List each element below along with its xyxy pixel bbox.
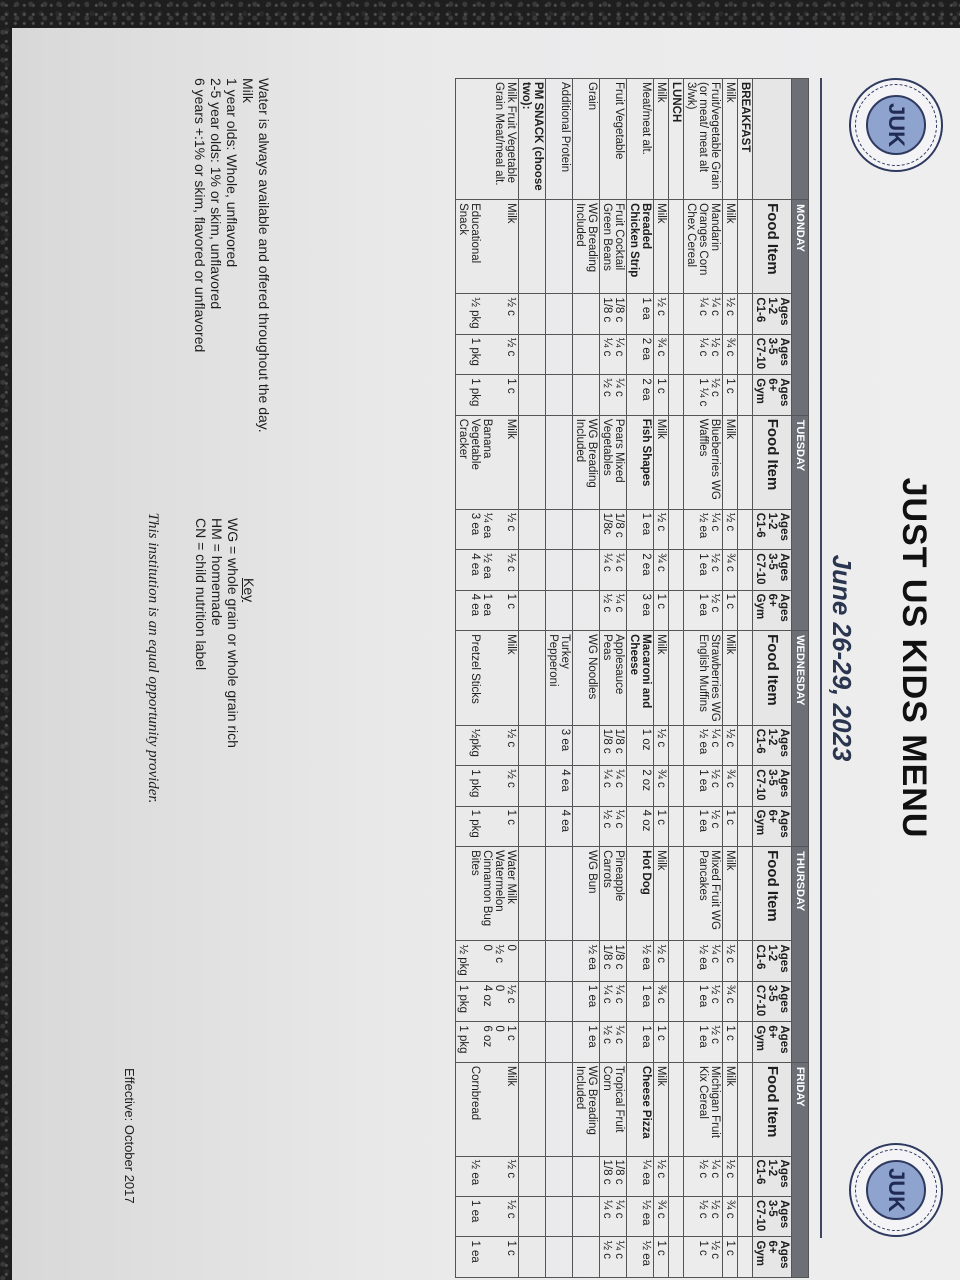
row-label: Additional Protein	[546, 79, 573, 200]
portion-cell: ¾ c	[723, 1196, 738, 1236]
menu-sheet	[17, 38, 947, 1278]
age-header: Ages 6+ Gym	[753, 375, 792, 415]
portion-cell: 1 c	[723, 590, 738, 630]
row-label: BREAKFAST	[738, 79, 753, 200]
portion-cell	[519, 550, 546, 590]
row-label: LUNCH	[669, 79, 684, 200]
juk-logo-text: JUK	[866, 95, 926, 155]
food-item-cell: Fish Shapes	[627, 415, 654, 509]
age-header: Ages 3-5 C7-10	[753, 334, 792, 374]
juk-logo-text: JUK	[866, 1160, 926, 1220]
portion-cell	[669, 766, 684, 806]
portion-cell	[669, 590, 684, 630]
portion-cell	[738, 1196, 753, 1236]
food-item-cell	[519, 847, 546, 941]
note-line: Milk	[240, 78, 256, 103]
food-item-header: Food Item	[753, 847, 792, 941]
food-item-cell: WG Noodles	[573, 631, 600, 726]
food-item-cell	[738, 1062, 753, 1156]
portion-cell: 1/8 c 1/8 c	[600, 1156, 627, 1196]
portion-cell: 2 ea	[627, 550, 654, 590]
category-header	[753, 79, 792, 200]
portion-cell: ½ c	[654, 1156, 669, 1196]
food-item-cell: Milk	[654, 847, 669, 941]
portion-cell: ½ c	[723, 725, 738, 765]
portion-cell	[669, 981, 684, 1021]
portion-cell	[573, 1156, 600, 1196]
food-item-cell: Mixed Fruit WG Pancakes	[684, 847, 723, 941]
food-item-header: Food Item	[753, 415, 792, 509]
portion-cell	[519, 334, 546, 374]
age-header: Ages 6+ Gym	[753, 1022, 792, 1062]
food-item-cell	[669, 631, 684, 726]
portion-cell: ½ c	[723, 941, 738, 981]
portion-cell: 1 ea	[573, 981, 600, 1021]
equal-opportunity-statement: This institution is an equal opportunity provider.	[145, 512, 161, 804]
food-item-cell	[519, 1062, 546, 1156]
portion-cell	[519, 1156, 546, 1196]
portion-cell: ½ c 1 c	[684, 1237, 723, 1278]
portion-cell: ¼ c ½ c	[600, 806, 627, 846]
portion-cell: ¼ c ¼ c	[600, 1196, 627, 1236]
portion-cell: 1 c	[723, 1022, 738, 1062]
food-item-cell: Strawberries WG English Muffins	[684, 631, 723, 726]
age-header: Ages 1-2 C1-6	[753, 509, 792, 549]
portion-cell	[573, 590, 600, 630]
menu-row	[654, 79, 669, 1278]
milk-notes	[192, 78, 272, 433]
portion-cell: ½ c 1 ea	[684, 590, 723, 630]
portion-cell	[519, 1196, 546, 1236]
food-item-cell	[546, 1062, 573, 1156]
food-item-cell	[669, 415, 684, 509]
portion-cell: ¼ c ¼ c	[600, 981, 627, 1021]
portion-cell	[738, 806, 753, 846]
portion-cell	[573, 1237, 600, 1278]
portion-cell: ¾ c	[654, 981, 669, 1021]
portion-cell: 1 c	[723, 375, 738, 415]
key-item: WG = whole grain or whole grain rich	[225, 518, 241, 748]
portion-cell	[546, 1022, 573, 1062]
food-item-cell: Milk	[654, 200, 669, 294]
portion-cell: 0 ½ c 0 ½ pkg	[456, 941, 519, 981]
portion-cell: ¾ c	[654, 766, 669, 806]
portion-cell	[519, 1022, 546, 1062]
food-item-cell: Milk	[654, 631, 669, 726]
food-item-cell	[669, 847, 684, 941]
menu-table	[455, 78, 809, 1278]
portion-cell	[669, 1022, 684, 1062]
portion-cell	[669, 1237, 684, 1278]
age-header: Ages 1-2 C1-6	[753, 941, 792, 981]
food-item-cell	[738, 847, 753, 941]
key-item: HM = homemade	[209, 518, 225, 626]
portion-cell: ¼ c ½ c	[600, 590, 627, 630]
portion-cell: ¾ c	[654, 334, 669, 374]
portion-cell	[519, 981, 546, 1021]
portion-cell: ½ c	[723, 509, 738, 549]
key-item: CN = child nutrition label	[193, 518, 209, 671]
portion-cell: 3 ea	[627, 590, 654, 630]
menu-row	[600, 79, 627, 1278]
portion-cell: ½ ea	[573, 941, 600, 981]
food-item-cell: Fruit Cocktail Green Beans	[600, 200, 627, 294]
portion-cell: ¼ c ¼ c	[600, 334, 627, 374]
portion-cell: ¼ c ½ ea	[684, 941, 723, 981]
portion-cell: ½ c	[654, 509, 669, 549]
portion-cell	[546, 1237, 573, 1278]
food-item-cell: WG Breading Included	[573, 1062, 600, 1156]
portion-cell	[546, 1156, 573, 1196]
portion-cell	[573, 375, 600, 415]
food-item-cell: Breaded Chicken Strip	[627, 200, 654, 294]
divider	[820, 78, 822, 1238]
portion-cell: 4 oz	[627, 806, 654, 846]
portion-cell	[546, 981, 573, 1021]
row-label: Milk	[654, 79, 669, 200]
portion-cell: ½ c ½ pkg	[456, 294, 519, 334]
portion-cell: ½ c 1 pkg	[456, 766, 519, 806]
portion-cell	[573, 334, 600, 374]
portion-cell: ½ c	[654, 294, 669, 334]
portion-cell	[519, 725, 546, 765]
portion-cell: ¾ c	[723, 334, 738, 374]
age-header: Ages 1-2 C1-6	[753, 1156, 792, 1196]
menu-row	[738, 79, 753, 1278]
column-header-row	[753, 79, 792, 1278]
portion-cell	[669, 1196, 684, 1236]
food-item-cell: Milk	[723, 847, 738, 941]
portion-cell: 4 ea	[546, 806, 573, 846]
portion-cell	[546, 375, 573, 415]
portion-cell	[738, 375, 753, 415]
portion-cell	[738, 550, 753, 590]
row-label: Grain	[573, 79, 600, 200]
portion-cell	[573, 725, 600, 765]
portion-cell	[546, 509, 573, 549]
age-header: Ages 1-2 C1-6	[753, 725, 792, 765]
portion-cell	[738, 590, 753, 630]
portion-cell: ½ c 1 ¼ c	[684, 375, 723, 415]
portion-cell: ½ ea	[627, 1237, 654, 1278]
portion-cell: 1 ea	[627, 981, 654, 1021]
portion-cell	[738, 334, 753, 374]
portion-cell: ½ c	[723, 294, 738, 334]
day-header-thursday: THURSDAY	[792, 847, 809, 1063]
day-header-tuesday: TUESDAY	[792, 415, 809, 630]
portion-cell: 1 c 1 pkg	[456, 375, 519, 415]
day-header-monday: MONDAY	[792, 200, 809, 416]
age-header: Ages 3-5 C7-10	[753, 550, 792, 590]
portion-cell	[669, 509, 684, 549]
portion-cell: ½ c ½pkg	[456, 725, 519, 765]
portion-cell	[669, 294, 684, 334]
portion-cell: 1/8 c 1/8 c	[600, 941, 627, 981]
row-label: Fruit/vegetable Grain (or meat/ meat alt 3/wk)	[684, 79, 723, 200]
food-item-cell: Milk	[723, 200, 738, 294]
food-item-cell: Tropical Fruit Corn	[600, 1062, 627, 1156]
portion-cell	[738, 294, 753, 334]
food-item-cell: Pears Mixed Vegetables	[600, 415, 627, 509]
age-header: Ages 6+ Gym	[753, 806, 792, 846]
portion-cell	[669, 334, 684, 374]
portion-cell: 1 c	[654, 1237, 669, 1278]
portion-cell: 1 ea	[573, 1022, 600, 1062]
food-item-cell: Milk Banana Vegetable Cracker	[456, 415, 519, 509]
portion-cell: ¾ c	[654, 550, 669, 590]
portion-cell	[546, 590, 573, 630]
portion-cell: ¼ c ½ ea	[684, 725, 723, 765]
portion-cell	[519, 509, 546, 549]
menu-row	[627, 79, 654, 1278]
day-header-row	[792, 79, 809, 1278]
portion-cell: 1 c 0 6 oz 1 pkg	[456, 1022, 519, 1062]
food-item-cell	[546, 200, 573, 294]
portion-cell: 2 ea	[627, 375, 654, 415]
portion-cell	[669, 375, 684, 415]
portion-cell	[519, 806, 546, 846]
portion-cell	[573, 550, 600, 590]
portion-cell	[738, 725, 753, 765]
portion-cell: ¾ c	[723, 550, 738, 590]
portion-cell	[738, 1156, 753, 1196]
food-item-cell	[519, 200, 546, 294]
portion-cell	[546, 550, 573, 590]
day-spacer	[792, 79, 809, 200]
day-header-friday: FRIDAY	[792, 1062, 809, 1277]
menu-row	[519, 79, 546, 1278]
portion-cell	[669, 550, 684, 590]
portion-cell	[573, 294, 600, 334]
portion-cell: ½ c ¼ c	[684, 334, 723, 374]
food-item-cell: Milk	[723, 1062, 738, 1156]
food-item-cell	[738, 631, 753, 726]
row-label: Meat/meat alt.	[627, 79, 654, 200]
portion-cell: 1 c	[654, 375, 669, 415]
food-item-cell: Milk	[654, 415, 669, 509]
food-item-cell	[519, 631, 546, 726]
portion-cell: 3 ea	[546, 725, 573, 765]
portion-cell	[519, 590, 546, 630]
menu-row	[723, 79, 738, 1278]
portion-cell: ½ c 1 pkg	[456, 334, 519, 374]
portion-cell	[546, 334, 573, 374]
portion-cell: ½ c 1 ea	[684, 766, 723, 806]
food-item-cell: Milk Pretzel Sticks	[456, 631, 519, 726]
row-label: Milk Fruit Vegetable Grain Meat/meal alt.	[456, 79, 519, 200]
portion-cell: 1 c 1 pkg	[456, 806, 519, 846]
portion-cell: ½ c	[654, 941, 669, 981]
portion-cell	[519, 1237, 546, 1278]
note-line: Water is always available and offered throughout the day.	[256, 78, 272, 433]
portion-cell: 2 oz	[627, 766, 654, 806]
portion-cell	[573, 1196, 600, 1236]
portion-cell: ½ c ½ ea	[456, 1156, 519, 1196]
age-header: Ages 3-5 C7-10	[753, 1196, 792, 1236]
menu-row	[669, 79, 684, 1278]
food-item-header: Food Item	[753, 200, 792, 294]
portion-cell: ½ c ½ c	[684, 1196, 723, 1236]
portion-cell: ½ c 1 ea	[684, 1022, 723, 1062]
portion-cell: ½ c	[723, 1156, 738, 1196]
portion-cell: ½ c	[654, 725, 669, 765]
menu-title: JUST US KIDS MENU	[895, 477, 933, 839]
food-item-cell: Blueberries WG Waffles	[684, 415, 723, 509]
portion-cell: ¼ c ½ c	[600, 1237, 627, 1278]
food-item-cell: Pineapple Carrots	[600, 847, 627, 941]
portion-cell: 1 c	[654, 806, 669, 846]
food-item-cell: Milk Cornbread	[456, 1062, 519, 1156]
row-label: PM SNACK (choose two):	[519, 79, 546, 200]
portion-cell: ¾ c	[723, 981, 738, 1021]
portion-cell	[738, 766, 753, 806]
food-item-cell: Milk	[723, 631, 738, 726]
portion-cell	[669, 941, 684, 981]
portion-cell: ¼ c ½ ea	[684, 509, 723, 549]
food-item-cell	[669, 1062, 684, 1156]
food-item-cell: Applesauce Peas	[600, 631, 627, 726]
food-item-cell	[738, 200, 753, 294]
food-item-cell: Hot Dog	[627, 847, 654, 941]
food-item-cell: Michigan Fruit Kix Cereal	[684, 1062, 723, 1156]
portion-cell	[738, 981, 753, 1021]
portion-cell: 1 oz	[627, 725, 654, 765]
food-item-cell: Cheese Pizza	[627, 1062, 654, 1156]
portion-cell: ¾ c	[723, 766, 738, 806]
day-header-wednesday: WEDNESDAY	[792, 631, 809, 847]
portion-cell	[738, 1022, 753, 1062]
key-title: Key	[241, 578, 257, 603]
menu-paper	[12, 28, 960, 1280]
row-label: Fruit Vegetable	[600, 79, 627, 200]
portion-cell: 1/8 c 1/8c	[600, 509, 627, 549]
age-header: Ages 1-2 C1-6	[753, 294, 792, 334]
portion-cell	[546, 941, 573, 981]
portion-cell	[573, 766, 600, 806]
portion-cell: ¼ c ¼ c	[600, 550, 627, 590]
portion-cell: 1 c 1 ea	[456, 1237, 519, 1278]
portion-cell	[546, 1196, 573, 1236]
portion-cell: ½ c 0 4 oz 1 pkg	[456, 981, 519, 1021]
portion-cell: 1/8 c 1/8 c	[600, 294, 627, 334]
food-item-header: Food Item	[753, 1062, 792, 1156]
row-label: Milk	[723, 79, 738, 200]
food-item-cell	[546, 847, 573, 941]
portion-cell: ½ c ½ ea 4 ea	[456, 550, 519, 590]
portion-cell	[519, 941, 546, 981]
portion-cell: ½ c 1 ea	[684, 806, 723, 846]
age-header: Ages 6+ Gym	[753, 1237, 792, 1278]
portion-cell	[519, 294, 546, 334]
food-item-cell: Water Milk Watermelon Cinnamon Bug Bites	[456, 847, 519, 941]
menu-dates: June 26-29, 2023	[827, 554, 857, 762]
portion-cell: 1 ea	[627, 294, 654, 334]
portion-cell: 1 c	[654, 590, 669, 630]
menu-row	[684, 79, 723, 1278]
food-item-cell: Milk	[723, 415, 738, 509]
portion-cell: 2 ea	[627, 334, 654, 374]
portion-cell: 1 c	[723, 1237, 738, 1278]
abbreviation-key	[193, 518, 257, 748]
menu-row	[546, 79, 573, 1278]
food-item-cell	[546, 415, 573, 509]
portion-cell: 1 c	[654, 1022, 669, 1062]
portion-cell: ½ c 1 ea	[684, 550, 723, 590]
portion-cell: 1/8 c 1/8 c	[600, 725, 627, 765]
portion-cell	[519, 375, 546, 415]
effective-date: Effective: October 2017	[122, 1068, 137, 1204]
portion-cell: ½ ea	[627, 1196, 654, 1236]
portion-cell: ½ c 1 ea	[456, 1196, 519, 1236]
food-item-cell: Macaroni and Cheese	[627, 631, 654, 726]
portion-cell: ½ c 1 ea	[684, 981, 723, 1021]
menu-row	[573, 79, 600, 1278]
portion-cell: ¼ c ½ c	[684, 1156, 723, 1196]
food-item-cell	[738, 415, 753, 509]
age-header: Ages 3-5 C7-10	[753, 766, 792, 806]
portion-cell: 1 ea	[627, 509, 654, 549]
portion-cell	[738, 941, 753, 981]
portion-cell: ¼ c ½ c	[600, 375, 627, 415]
portion-cell: 1 c 1 ea 4 ea	[456, 590, 519, 630]
portion-cell: ¼ c ¼ c	[600, 766, 627, 806]
portion-cell	[738, 509, 753, 549]
portion-cell: 4 ea	[546, 766, 573, 806]
portion-cell: ¾ c	[654, 1196, 669, 1236]
portion-cell: ½ ea	[627, 941, 654, 981]
food-item-cell: Turkey Pepperoni	[546, 631, 573, 726]
portion-cell: 1 c	[723, 806, 738, 846]
portion-cell	[573, 806, 600, 846]
food-item-cell: Milk	[654, 1062, 669, 1156]
portion-cell: ½ c ¼ ea 3 ea	[456, 509, 519, 549]
portion-cell: ¼ c ½ c	[600, 1022, 627, 1062]
food-item-cell	[669, 200, 684, 294]
portion-cell	[546, 294, 573, 334]
food-item-cell: WG Breading Included	[573, 200, 600, 294]
note-line: 6 years +:1% or skim, flavored or unflavored	[192, 78, 208, 353]
portion-cell: 1 ea	[627, 1022, 654, 1062]
portion-cell	[669, 806, 684, 846]
food-item-cell: Milk Educational Snack	[456, 200, 519, 294]
food-item-header: Food Item	[753, 631, 792, 726]
portion-cell	[669, 1156, 684, 1196]
portion-cell	[519, 766, 546, 806]
age-header: Ages 6+ Gym	[753, 590, 792, 630]
food-item-cell: WG Breading Included	[573, 415, 600, 509]
portion-cell	[669, 725, 684, 765]
portion-cell: ¼ c ¼ c	[684, 294, 723, 334]
food-item-cell: Mandarin Oranges Corn Chex Cereal	[684, 200, 723, 294]
note-line: 2-5 year olds: 1% or skim, unflavored	[208, 78, 224, 310]
note-line: 1 year olds: Whole, unflavored	[224, 78, 240, 268]
age-header: Ages 3-5 C7-10	[753, 981, 792, 1021]
portion-cell: ¼ ea	[627, 1156, 654, 1196]
menu-row	[456, 79, 519, 1278]
portion-cell	[738, 1237, 753, 1278]
portion-cell	[573, 509, 600, 549]
food-item-cell: WG Bun	[573, 847, 600, 941]
food-item-cell	[519, 415, 546, 509]
